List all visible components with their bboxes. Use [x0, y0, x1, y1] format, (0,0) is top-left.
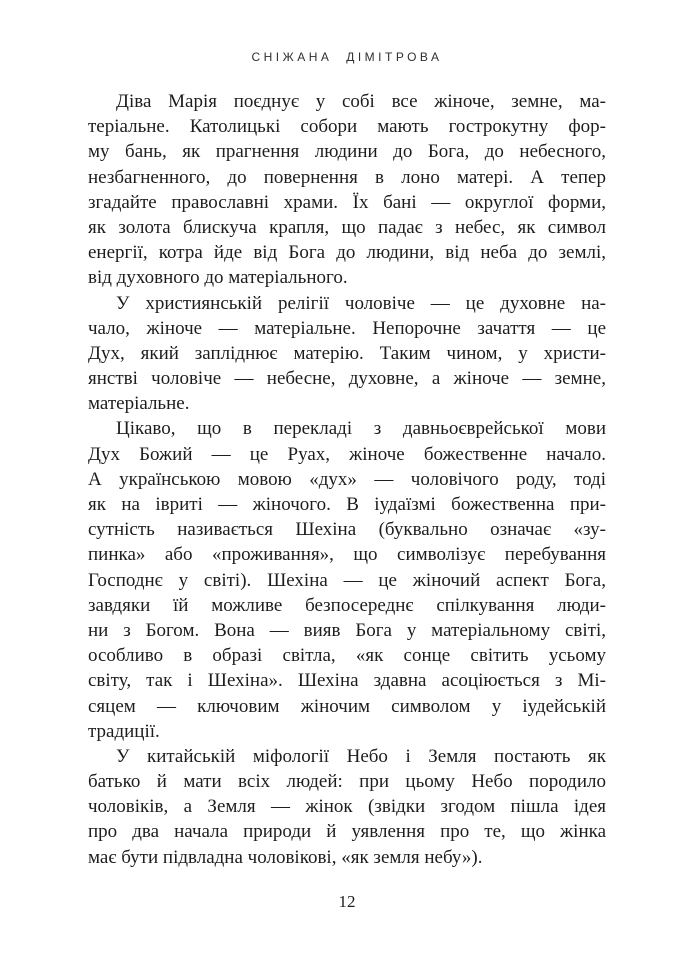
text-line: особливо в образі світла, «як сонце світить усьому — [88, 645, 606, 667]
paragraph — [88, 291, 606, 417]
text-line: сутність називається Шехіна (буквально означає «зу- — [88, 519, 606, 541]
paragraph — [88, 744, 606, 870]
text-line: му бань, як прагнення людини до Бога, до небесного, — [88, 141, 606, 163]
text-line: пинка» або «проживання», що символізує перебування — [88, 544, 606, 566]
text-line: теріальне. Католицькі собори мають гострокутну фор- — [88, 116, 606, 138]
text-line: сяцем — ключовим жіночим символом у іудейській — [88, 695, 606, 717]
text-line: як золота блискуча крапля, що падає з небес, як символ — [88, 216, 606, 238]
text-line: чало, жіноче — матеріальне. Непорочне зачаття — це — [88, 317, 606, 339]
text-line: У китайській міфології Небо і Земля постають як — [116, 745, 606, 767]
text-line: завдяки їй можливе безпосереднє спілкування люди- — [88, 594, 606, 616]
text-line: У християнській релігії чоловіче — це духовне на- — [116, 292, 606, 314]
text-line: ни з Богом. Вона — вияв Бога у матеріальному світі, — [88, 619, 606, 641]
text-line: чоловіків, а Земля — жінок (звідки згодом пішла ідея — [88, 796, 606, 818]
text-line: традиції. — [88, 720, 160, 742]
text-line: батько й мати всіх людей: при цьому Небо породило — [88, 771, 606, 793]
paragraph — [88, 416, 606, 743]
text-line: світу, так і Шехіна». Шехіна здавна асоціюється з Мі- — [88, 670, 606, 692]
text-line: незбагненного, до повернення в лоно матері. А тепер — [88, 166, 606, 188]
text-line: А українською мовою «дух» — чоловічого роду, тоді — [88, 468, 606, 490]
text-line: від духовного до матеріального. — [88, 267, 348, 289]
text-line: як на івриті — жіночого. В іудаїзмі божественна при- — [88, 494, 606, 515]
text-line: Дух Божий — це Руах, жіноче божественне начало. — [88, 443, 606, 465]
paragraph — [88, 89, 606, 291]
text-line: згадайте православні храми. Їх бані — округлої форми, — [88, 191, 606, 213]
page-number: 12 — [338, 892, 356, 911]
text-line: Дух, який запліднює матерію. Таким чином, у христи- — [88, 342, 606, 364]
text-line: має бути підвладна чоловікові, «як земля небу»). — [88, 846, 483, 868]
running-header: СНІЖАНА ДІМІТРОВА — [251, 50, 443, 64]
text-line: про два начала природи й уявлення про те, що жінка — [88, 821, 606, 843]
text-line: енергії, котра йде від Бога до людини, від неба до землі, — [88, 242, 606, 264]
text-block — [88, 89, 606, 870]
text-line: Господнє у світі). Шехіна — це жіночий аспект Бога, — [88, 569, 606, 591]
text-line: матеріальне. — [88, 393, 190, 415]
text-line: янстві чоловіче — небесне, духовне, а жіноче — земне, — [88, 368, 606, 390]
text-line: Цікаво, що в перекладі з давньоєврейської мови — [116, 418, 606, 440]
text-line: Діва Марія поєднує у собі все жіноче, земне, ма- — [116, 91, 606, 112]
